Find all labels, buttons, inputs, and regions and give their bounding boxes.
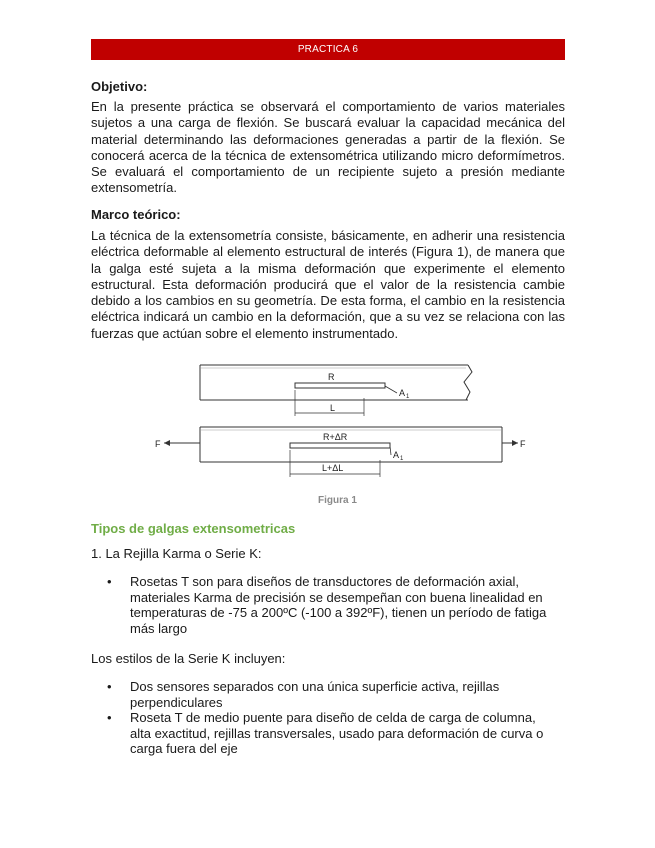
upper-gauge [295, 383, 385, 388]
label-l: L [330, 403, 336, 413]
tipos-item1: 1. La Rejilla Karma o Serie K: [91, 546, 262, 561]
list-item-3 [107, 710, 550, 757]
lower-gauge [290, 443, 390, 448]
header-bar [91, 39, 565, 60]
label-f-right: F [520, 439, 526, 449]
label-a1-bottom-sub: 1 [400, 456, 404, 462]
label-a1-top-sub: 1 [406, 394, 410, 400]
label-l-dl: L+ΔL [322, 463, 344, 473]
strain-gauge-figure [150, 360, 530, 515]
objetivo-heading: Objetivo: [91, 79, 148, 94]
marco-heading: Marco teórico: [91, 207, 181, 222]
figure-caption: Figura 1 [318, 495, 357, 506]
label-a1-bottom: A [393, 450, 400, 460]
tipos-heading: Tipos de galgas extensometricas [91, 521, 296, 536]
marco-text: La técnica de la extensometría consiste, básicamente, en adherir una resistencia eléctrica deformable al elemento estructural de interés (Figura 1), de manera que la galga esté sujeta a la misma deformación que experimente el elemento estructural. Esta deformación producirá que el valor de la resistencia cambie debido a los cambios en su geometría. De esta forma, el cambio en la resistencia eléctrica indicará un cambio en la deformación, que a su vez se relaciona con las fuerzas que actúan sobre el elemento instrumentado. [91, 228, 565, 341]
left-force-arrowhead [164, 440, 170, 446]
right-force-arrowhead [512, 440, 518, 446]
label-r-dr: R+ΔR [323, 432, 348, 442]
list-item-2-text: Dos sensores separados con una única superficie activa, rejillas perpendiculares [130, 679, 500, 710]
list-item-1-text: Rosetas T son para diseños de transductores de deformación axial, materiales Karma de precisión se desempeñan con buena linealidad en temperaturas de -75 a 200ºC (-100 a 392ºF), tienen un período de fatiga más largo [130, 574, 547, 636]
bullet-dot: • [107, 679, 112, 694]
upper-beam-break-edge [464, 365, 472, 400]
objetivo-text: En la presente práctica se observará el comportamiento de varios materiales sujetos a una carga de flexión. Se buscará evaluar la capacidad mecánica del material determinando las deformaciones generadas a partir de la flexión. Se conocerá acerca de la técnica de extensométrica utilizando micro deformímetros. Se evaluará el comportamiento de un recipiente sujeto a presión mediante extensometría. [91, 99, 565, 196]
label-f-left: F [155, 439, 161, 449]
label-a1-top: A [399, 388, 406, 398]
list-item-2 [107, 679, 550, 710]
estilos-text: Los estilos de la Serie K incluyen: [91, 651, 286, 666]
bullet-dot: • [107, 574, 112, 589]
list-item-1 [107, 574, 550, 636]
header-title: PRACTICA 6 [297, 44, 359, 55]
upper-gauge-lead [385, 386, 397, 393]
lower-gauge-lead [390, 446, 391, 455]
list-item-3-text: Roseta T de medio puente para diseño de celda de carga de columna, alta exactitud, rejillas transversales, usado para deformación de curva o carga fuera del eje [130, 710, 544, 756]
label-r: R [328, 372, 335, 382]
bullet-dot: • [107, 710, 112, 725]
